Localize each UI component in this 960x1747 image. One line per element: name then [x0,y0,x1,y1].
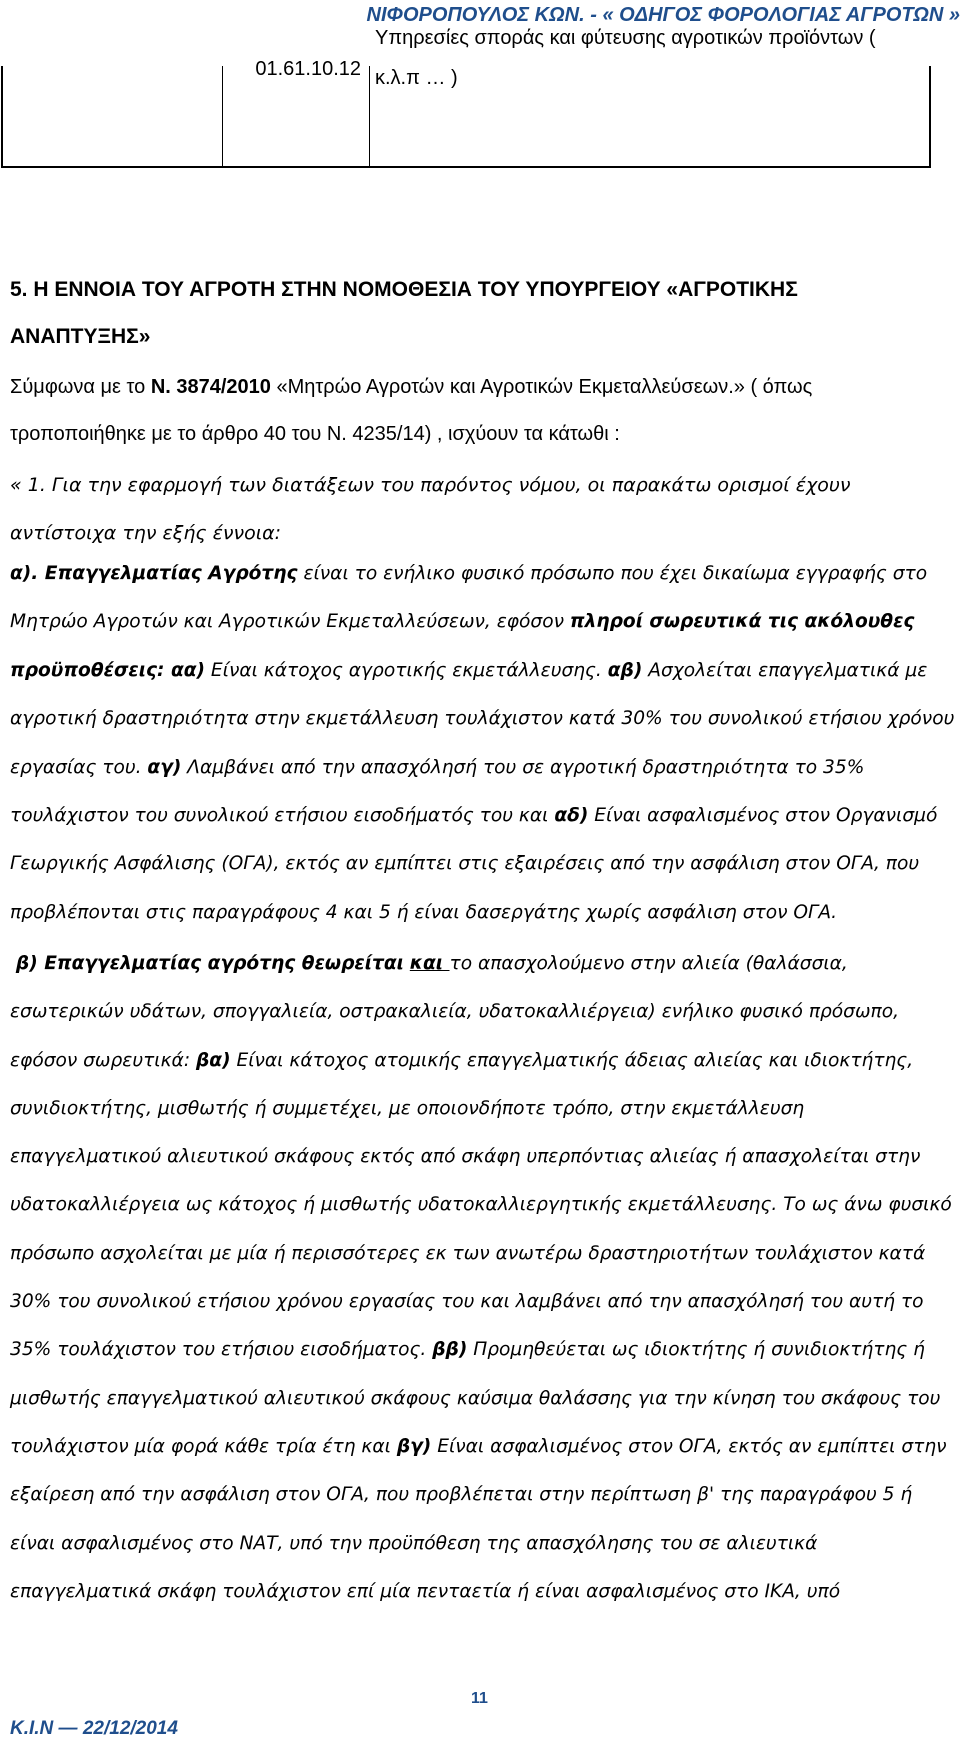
definition-paragraph-b [10,940,960,1616]
definition-paragraph-a [10,550,960,937]
law-quote-intro: « 1. Για την εφαρμογή των διατάξεων του παρόντος νόμου, οι παρακάτω ορισμοί έχουν αντίστοιχα την εξής έννοια: [10,474,851,544]
subclause-label: αβ) [607,659,643,681]
definition-label: β) Επαγγελματίας αγρότης θεωρείται [15,953,404,974]
subclause-label: αδ) [554,805,589,827]
table-column-divider [369,66,370,166]
definition-text: Ασχολείται επαγγελματικά με αγροτική δραστηριότητα στην εκμετάλλευση τουλάχιστον κατά 30% του συνολικού ετήσιου χρόνου εργασίας του. [10,659,955,778]
intro-text: «Μητρώο Αγροτών και Αγροτικών Εκμεταλλεύσεων.» ( όπως τροποποιήθηκε με το άρθρο 40 του Ν. 4235/14) , ισχύουν τα κάτωθι : [10,376,813,445]
definition-text: Είναι ασφαλισμένος στον ΟΓΑ, εκτός αν εμπίπτει στην εξαίρεση από την ασφάλιση στον ΟΓΑ, που προβλέπεται στην περίπτωση β' της παραγράφου 5 ή είναι ασφαλισμένος στο ΝΑΤ, υπό την προϋπόθεση της απασχόλησης του σε αλιευτικά επαγγελματικά σκάφη τουλάχιστον επί μία πενταετία ή είναι ασφαλισμένος στο ΙΚΑ, υπό [10,1435,947,1602]
activity-description-cell: Υπηρεσίες σποράς και φύτευσης αγροτικών προϊόντων ( κ.λ.π … ) [375,27,876,89]
definition-text: Λαμβάνει από την απασχόλησή του σε αγροτική δραστηριότητα το 35% τουλάχιστον του συνολικού ετήσιου εισοδήματός του και [10,756,865,827]
running-header-title: ΝΙΦΟΡΟΠΟΥΛΟΣ ΚΩΝ. - « ΟΔΗΓΟΣ ΦΟΡΟΛΟΓΙΑΣ ΑΓΡΟΤΩΝ » [366,4,960,26]
definition-text: Είναι κάτοχος αγροτικής εκμετάλλευσης. [205,659,608,681]
table-column-divider [222,66,223,166]
intro-text: Σύμφωνα με το [10,376,151,398]
activity-code-cell: 01.61.10.12 [255,58,361,80]
definition-text: Είναι ασφαλισμένος στον Οργανισμό Γεωργικής Ασφάλισης (ΟΓΑ), εκτός αν εμπίπτει στις εξαιρέσεις από την ασφάλιση στον ΟΓΑ, που προβλέπονται στις παραγράφους 4 και 5 ή είναι δασεργάτης χωρίς ασφάλιση στον ΟΓΑ. [10,805,938,923]
subclause-label: βγ) [396,1435,432,1457]
page-number: 11 [471,1690,488,1707]
definition-text: το απασχολούμενο στην αλιεία (θαλάσσια, εσωτερικών υδάτων, σπογγαλιεία, οστρακαλιεία, υδατοκαλλιέργεια) ενήλικο φυσικό πρόσωπο, εφόσον σωρευτικά: [10,953,900,1071]
intro-paragraph [10,364,950,458]
definition-bold-text: πληροί σωρευτικά τις ακόλουθες προϋποθέσεις: αα) [10,611,915,681]
definition-text: είναι το ενήλικο φυσικό πρόσωπο που έχει δικαίωμα εγγραφής στο Μητρώο Αγροτών και Αγροτικών Εκμεταλλεύσεων, εφόσον [10,563,928,633]
underlined-word: και [409,953,450,974]
definition-label: α). Επαγγελματίας Αγρότης [10,563,298,584]
subclause-label: βα) [196,1049,231,1071]
law-reference: Ν. 3874/2010 [150,376,271,398]
footer-date: Κ.Ι.Ν — 22/12/2014 [10,1718,178,1739]
section-heading: 5. Η ΕΝΝΟΙΑ ΤΟΥ ΑΓΡΟΤΗ ΣΤΗΝ ΝΟΜΟΘΕΣΙΑ ΤΟΥ ΥΠΟΥΡΓΕΙΟΥ «ΑΓΡΟΤΙΚΗΣ ΑΝΑΠΤΥΞΗΣ» [10,278,798,348]
definition-text: Είναι κάτοχος ατομικής επαγγελματικής άδειας αλιείας και ιδιοκτήτης, συνιδιοκτήτης, μισθωτής ή συμμετέχει, με οποιονδήποτε τρόπο, στην εκμετάλλευση επαγγελματικού αλιευτικού σκάφους εκτός από σκάφη υπερπόντιας αλιείας ή απασχολείται στην υδατοκαλλιέργεια ως κάτοχος ή μισθωτής υδατοκαλλιεργητικής εκμετάλλευσης. Το ως άνω φυσικό πρόσωπο ασχολείται με μία ή περισσότερες εκ των ανωτέρω δραστηριοτήτων τουλάχιστον κατά 30% του συνολικού ετήσιου χρόνου εργασίας του και λαμβάνει από την απασχόλησή του αυτή το 35% τουλάχιστον του ετήσιου εισοδήματος. [10,1049,952,1361]
definition-text: Προμηθεύεται ως ιδιοκτήτης ή συνιδιοκτήτης ή μισθωτής επαγγελματικού αλιευτικού σκάφους καύσιμα θαλάσσης για την κίνηση του σκάφους του τουλάχιστον μία φορά κάθε τρία έτη και [10,1339,941,1457]
subclause-label: ββ) [432,1339,468,1361]
subclause-label: αγ) [147,756,182,778]
